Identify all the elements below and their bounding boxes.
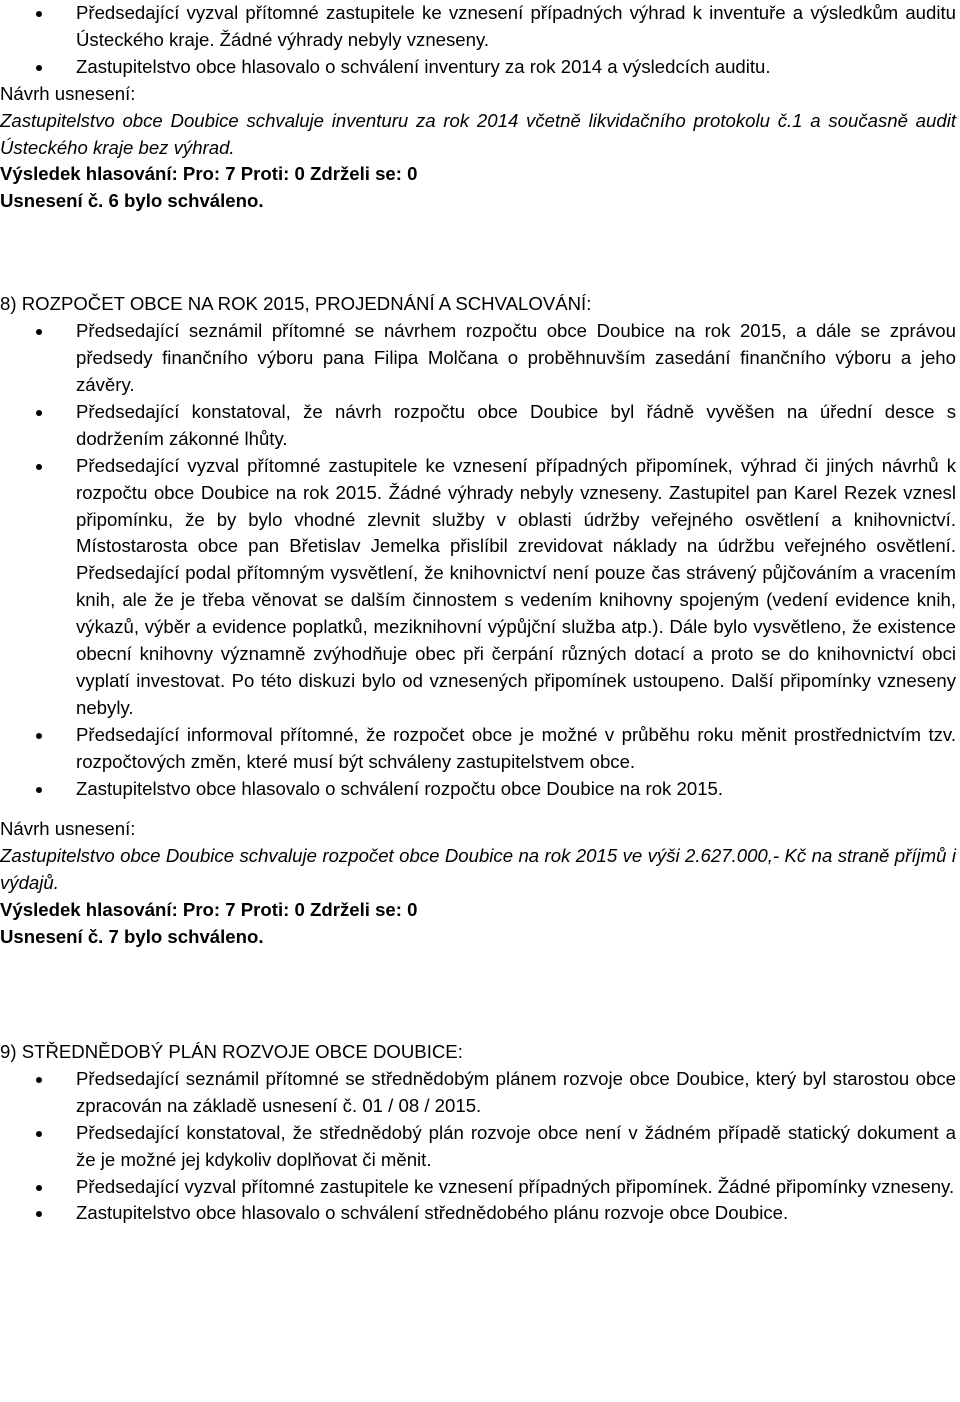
- list-item: Zastupitelstvo obce hlasovalo o schválení střednědobého plánu rozvoje obce Doubice.: [0, 1200, 956, 1227]
- list-item: Předsedající informoval přítomné, že rozpočet obce je možné v průběhu roku měnit prostřednictvím tzv. rozpočtových změn, které musí být schváleny zastupitelstvem obce.: [0, 722, 956, 776]
- list-item: Předsedající vyzval přítomné zastupitele ke vznesení případných připomínek. Žádné připomínky vzneseny.: [0, 1174, 956, 1201]
- section-heading: 8) ROZPOČET OBCE NA ROK 2015, PROJEDNÁNÍ A SCHVALOVÁNÍ:: [0, 293, 592, 315]
- resolution-status: Usnesení č. 6 bylo schváleno.: [0, 190, 264, 212]
- section-heading: 9) STŘEDNĚDOBÝ PLÁN ROZVOJE OBCE DOUBICE:: [0, 1041, 463, 1062]
- list-item: Předsedající seznámil přítomné se střednědobým plánem rozvoje obce Doubice, který byl starostou obce zpracován na základě usnesení č. 01 / 08 / 2015.: [0, 1066, 956, 1120]
- list-item: Předsedající konstatoval, že střednědobý plán rozvoje obce není v žádném případě statický dokument a že je možné jej kdykoliv doplňovat či měnit.: [0, 1120, 956, 1174]
- list-item: Předsedající seznámil přítomné se návrhem rozpočtu obce Doubice na rok 2015, a dále se zprávou předsedy finančního výboru pana Filipa Molčana o proběhnuvším zasedání finančního výboru a jeho závěry.: [0, 318, 956, 399]
- proposal-label: Návrh usnesení:: [0, 82, 136, 104]
- vote-result: Výsledek hlasování: Pro: 7 Proti: 0 Zdrželi se: 0: [0, 899, 418, 921]
- resolution-status: Usnesení č. 7 bylo schváleno.: [0, 926, 264, 948]
- list-item: Předsedající vyzval přítomné zastupitele ke vznesení případných výhrad k inventuře a výsledkům auditu Ústeckého kraje. Žádné výhrady nebyly vzneseny.: [0, 0, 956, 54]
- list-item: Předsedající vyzval přítomné zastupitele ke vznesení případných připomínek, výhrad či jiných návrhů k rozpočtu obce Doubice na rok 2015. Žádné výhrady nebyly vzneseny. Zastupitel pan Karel Rezek vznesl připomínku, že by bylo vhodné zlevnit služby v oblasti údržby veřejného osvětlení a knihovnictví. Místostarosta obce pan Břetislav Jemelka přislíbil zrevidovat náklady na údržbu veřejného osvětlení. Předsedající podal přítomným vysvětlení, že knihovnictví není pouze čas strávený půjčováním a vracením knih, ale že je třeba věnovat se dalším činnostem s vedením knihovny spojeným (vedení evidence knih, výkazů, výběr a evidence poplatků, meziknihovní výpůjční služba atp.). Dále bylo vysvětleno, že existence obecní knihovny významně zvýhodňuje obec při čerpání různých dotací a proto se do knihovnictví obci vyplatí investovat. Po této diskuzi bylo od vznesených připomínek ustoupeno. Další připomínky vzneseny nebyly.: [0, 453, 956, 722]
- intro-bullet-list: [0, 0, 956, 81]
- proposal-text: Zastupitelstvo obce Doubice schvaluje rozpočet obce Doubice na rok 2015 ve výši 2.627.000,- Kč na straně příjmů i výdajů.: [0, 845, 956, 894]
- list-item: Předsedající konstatoval, že návrh rozpočtu obce Doubice byl řádně vyvěšen na úřední desce s dodržením zákonné lhůty.: [0, 399, 956, 453]
- spacer: [0, 802, 956, 816]
- section8-bullet-list: [0, 318, 956, 802]
- list-item: Zastupitelstvo obce hlasovalo o schválení inventury za rok 2014 a výsledcích auditu.: [0, 54, 956, 81]
- section9-bullet-list: [0, 1066, 956, 1227]
- proposal-label: Návrh usnesení:: [0, 818, 136, 840]
- proposal-text: Zastupitelstvo obce Doubice schvaluje inventuru za rok 2014 včetně likvidačního protokolu č.1 a současně audit Ústeckého kraje bez výhrad.: [0, 109, 956, 158]
- vote-result: Výsledek hlasování: Pro: 7 Proti: 0 Zdrželi se: 0: [0, 163, 418, 185]
- list-item: Zastupitelstvo obce hlasovalo o schválení rozpočtu obce Doubice na rok 2015.: [0, 776, 956, 803]
